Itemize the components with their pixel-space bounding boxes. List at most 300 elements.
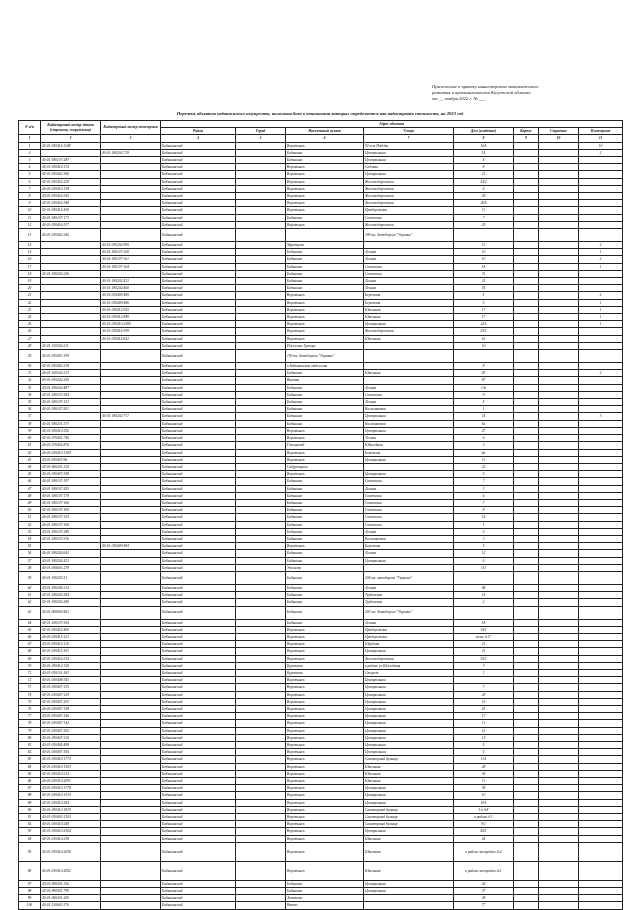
house-cell: 29: [454, 221, 514, 228]
settlement-cell: Воротынск: [286, 691, 364, 698]
cadastral-number-building: 40:01:030415:400: [41, 626, 101, 633]
table-row: [19, 655, 623, 662]
house-cell: 24/2: [454, 178, 514, 185]
street-cell: Лесная: [364, 435, 454, 442]
stroenie-cell: [539, 756, 579, 763]
cadastral-number-building: 40:01:000000:461: [41, 606, 101, 619]
cadastral-number-building: 40:01:090501:326: [41, 880, 101, 887]
cadastral-number-building: 40:01:070402:876: [41, 442, 101, 449]
cadastral-number-building: 40:01:030407:158: [41, 706, 101, 713]
stroenie-cell: [539, 706, 579, 713]
rayon-cell: Бабынинский: [161, 485, 236, 492]
pomeshchenie-cell: [579, 828, 623, 835]
pomeshchenie-cell: [579, 799, 623, 806]
gorod-cell: [236, 599, 286, 606]
rayon-cell: Бабынинский: [161, 842, 236, 861]
rayon-cell: Бабынинский: [161, 669, 236, 676]
korpus-cell: [514, 413, 539, 420]
korpus-cell: [514, 799, 539, 806]
table-row: [19, 684, 623, 691]
korpus-cell: [514, 370, 539, 377]
cadastral-number-building: 40:01:060201:260: [41, 895, 101, 902]
settlement-cell: Бабынино: [286, 399, 364, 406]
rayon-cell: Бабынинский: [161, 492, 236, 499]
pomeshchenie-cell: [579, 778, 623, 785]
pomeshchenie-cell: [579, 514, 623, 521]
table-row: [19, 528, 623, 535]
table-row: [19, 763, 623, 770]
street-cell: Космонавтов: [364, 420, 454, 427]
column-number: 4: [161, 135, 236, 142]
settlement-cell: [286, 229, 364, 242]
cadastral-number-room: [101, 164, 161, 171]
cadastral-number-room: [101, 528, 161, 535]
street-cell: Железнодорожная: [364, 185, 454, 192]
korpus-cell: [514, 178, 539, 185]
row-number: 27: [19, 335, 41, 342]
pomeshchenie-cell: [579, 584, 623, 591]
table-row: [19, 242, 623, 249]
table-row: [19, 256, 623, 263]
col-header-np: Населенный пункт: [286, 128, 364, 135]
settlement-cell: Бабынино: [286, 606, 364, 619]
pomeshchenie-cell: [579, 821, 623, 828]
gorod-cell: [236, 528, 286, 535]
stroenie-cell: [539, 584, 579, 591]
pomeshchenie-cell: [579, 655, 623, 662]
gorod-cell: [236, 463, 286, 470]
stroenie-cell: [539, 471, 579, 478]
street-cell: Ленина: [364, 256, 454, 263]
cadastral-number-room: [101, 895, 161, 902]
stroenie-cell: [539, 592, 579, 599]
table-row: [19, 770, 623, 777]
settlement-cell: Бабынино: [286, 149, 364, 156]
pomeshchenie-cell: 2: [579, 149, 623, 156]
street-cell: Трубенская: [364, 599, 454, 606]
table-row: [19, 785, 623, 792]
settlement-cell: Антоново: [286, 895, 364, 902]
korpus-cell: [514, 156, 539, 163]
stroenie-cell: [539, 763, 579, 770]
settlement-cell: Бабынино: [286, 156, 364, 163]
pomeshchenie-cell: [579, 221, 623, 228]
house-cell: 5: [454, 292, 514, 299]
street-cell: Ленина: [364, 485, 454, 492]
stroenie-cell: [539, 399, 579, 406]
house-cell: 17: [454, 306, 514, 313]
stroenie-cell: [539, 655, 579, 662]
cadastral-number-room: 40:01:180202:460: [101, 285, 161, 292]
settlement-cell: Бабынино: [286, 599, 364, 606]
stroenie-cell: [539, 648, 579, 655]
house-cell: 55: [454, 285, 514, 292]
settlement-cell: Воротынск: [286, 763, 364, 770]
house-cell: в районе д.1: [454, 814, 514, 821]
street-cell: Железнодорожная: [364, 178, 454, 185]
cadastral-number-building: 40:01:030410:1775: [41, 756, 101, 763]
cadastral-number-room: [101, 626, 161, 633]
street-cell: Школьная: [364, 842, 454, 861]
table-row: [19, 149, 623, 156]
pomeshchenie-cell: 2: [579, 242, 623, 249]
house-cell: 41: [454, 706, 514, 713]
row-number: 88: [19, 792, 41, 799]
rayon-cell: Бабынинский: [161, 713, 236, 720]
stroenie-cell: [539, 619, 579, 626]
column-number: 9: [514, 135, 539, 142]
row-number: 19: [19, 278, 41, 285]
row-number: 18: [19, 270, 41, 277]
cadastral-number-room: [101, 734, 161, 741]
house-cell: 28: [454, 763, 514, 770]
street-cell: Центральная: [364, 427, 454, 434]
row-number: 17: [19, 263, 41, 270]
row-number: 75: [19, 698, 41, 705]
gorod-cell: [236, 370, 286, 377]
korpus-cell: [514, 835, 539, 842]
table-row: [19, 734, 623, 741]
cadastral-number-building: 40:01:030101:363: [41, 669, 101, 676]
street-cell: Санаторный бульвар: [364, 806, 454, 813]
street-cell: Космонавтов: [364, 535, 454, 542]
cadastral-number-building: 40:01:180204:312: [41, 584, 101, 591]
rayon-cell: Бабынинский: [161, 584, 236, 591]
house-cell: 16А: [454, 142, 514, 149]
pomeshchenie-cell: [579, 435, 623, 442]
rayon-cell: Бабынинский: [161, 633, 236, 640]
table-row: [19, 521, 623, 528]
cadastral-number-room: [101, 756, 161, 763]
cadastral-number-room: [101, 550, 161, 557]
cadastral-number-building: 40:01:030408:343: [41, 677, 101, 684]
table-row: [19, 806, 623, 813]
house-cell: 14: [454, 592, 514, 599]
stroenie-cell: [539, 142, 579, 149]
cadastral-number-building: 40:01:030403:199: [41, 350, 101, 363]
house-cell: 13: [454, 456, 514, 463]
row-number: 96: [19, 861, 41, 880]
table-row: [19, 880, 623, 887]
street-cell: [364, 342, 454, 349]
cadastral-number-room: [101, 384, 161, 391]
korpus-cell: [514, 221, 539, 228]
cadastral-number-building: 40:01:030412:320: [41, 662, 101, 669]
stroenie-cell: [539, 698, 579, 705]
house-cell: [454, 229, 514, 242]
row-number: 58: [19, 564, 41, 571]
pomeshchenie-cell: [579, 888, 623, 895]
cadastral-number-building: 40:01:180202:236: [41, 270, 101, 277]
settlement-cell: Воротынск: [286, 770, 364, 777]
settlement-cell: Воротынск: [286, 756, 364, 763]
table-row: [19, 861, 623, 880]
settlement-cell: Воротынск: [286, 164, 364, 171]
col-header-dom: Дом (владение): [454, 128, 514, 135]
stroenie-cell: [539, 328, 579, 335]
gorod-cell: [236, 785, 286, 792]
settlement-cell: Бабынино: [286, 888, 364, 895]
korpus-cell: [514, 485, 539, 492]
cadastral-number-room: [101, 648, 161, 655]
table-row: [19, 370, 623, 377]
table-row: [19, 550, 623, 557]
stroenie-cell: [539, 535, 579, 542]
settlement-cell: Поселение Хутора: [286, 342, 364, 349]
pomeshchenie-cell: [579, 427, 623, 434]
rayon-cell: Бабынинский: [161, 463, 236, 470]
column-number: 6: [286, 135, 364, 142]
street-cell: Ленина: [364, 528, 454, 535]
cadastral-number-building: 40:01:030416:215: [41, 655, 101, 662]
row-number: 71: [19, 669, 41, 676]
row-number: 8: [19, 193, 41, 200]
row-number: 57: [19, 557, 41, 564]
rayon-cell: Бабынинский: [161, 749, 236, 756]
house-cell: 21: [454, 641, 514, 648]
korpus-cell: [514, 492, 539, 499]
house-cell: 87: [454, 377, 514, 384]
row-number: 15: [19, 249, 41, 256]
settlement-cell: Бабынино: [286, 391, 364, 398]
settlement-cell: Воротынск: [286, 677, 364, 684]
rayon-cell: Бабынинский: [161, 442, 236, 449]
rayon-cell: Бабынинский: [161, 263, 236, 270]
house-cell: 43: [454, 370, 514, 377]
row-number: 16: [19, 256, 41, 263]
korpus-cell: [514, 543, 539, 550]
row-number: 74: [19, 691, 41, 698]
row-number: 26: [19, 328, 41, 335]
korpus-cell: [514, 449, 539, 456]
cadastral-number-building: 40:01:180107:284: [41, 391, 101, 398]
cadastral-number-building: 40:01:030410:2058: [41, 842, 101, 861]
settlement-cell: Бабынино: [286, 521, 364, 528]
gorod-cell: [236, 669, 286, 676]
gorod-cell: [236, 792, 286, 799]
gorod-cell: [236, 171, 286, 178]
street-cell: 189 км. Автодороги "Украина": [364, 229, 454, 242]
cadastral-number-building: [41, 413, 101, 420]
row-number: 31: [19, 370, 41, 377]
gorod-cell: [236, 550, 286, 557]
cadastral-number-building: 40:01:180202:280: [41, 599, 101, 606]
settlement-cell: Воротынск: [286, 543, 364, 550]
pomeshchenie-cell: [579, 749, 623, 756]
rayon-cell: Бабынинский: [161, 550, 236, 557]
gorod-cell: [236, 149, 286, 156]
cadastral-number-building: 40:01:030407:194: [41, 749, 101, 756]
cadastral-number-building: 40:01:180107:287: [41, 156, 101, 163]
settlement-cell: в Бабынинском отделении: [286, 363, 364, 370]
house-cell: 9/1: [454, 821, 514, 828]
pomeshchenie-cell: [579, 507, 623, 514]
stroenie-cell: [539, 792, 579, 799]
table-row: [19, 720, 623, 727]
gorod-cell: [236, 335, 286, 342]
cadastral-number-building: 40:01:070401:746: [41, 435, 101, 442]
stroenie-cell: [539, 335, 579, 342]
street-cell: [364, 242, 454, 249]
cadastral-number-room: [101, 749, 161, 756]
cadastral-number-building: 40:01:030416:229: [41, 178, 101, 185]
row-number: 13: [19, 229, 41, 242]
rayon-cell: Бабынинский: [161, 727, 236, 734]
rayon-cell: Бабынинский: [161, 156, 236, 163]
korpus-cell: [514, 821, 539, 828]
rayon-cell: Бабынинский: [161, 221, 236, 228]
cadastral-number-room: [101, 655, 161, 662]
settlement-cell: Бабынино: [286, 256, 364, 263]
house-cell: 8: [454, 507, 514, 514]
street-cell: Центральная: [364, 456, 454, 463]
gorod-cell: [236, 655, 286, 662]
pomeshchenie-cell: 1: [579, 306, 623, 313]
stroenie-cell: [539, 662, 579, 669]
stroenie-cell: [539, 363, 579, 370]
stroenie-cell: [539, 200, 579, 207]
korpus-cell: [514, 677, 539, 684]
street-cell: Придорожная: [364, 626, 454, 633]
pomeshchenie-cell: [579, 449, 623, 456]
korpus-cell: [514, 406, 539, 413]
row-number: 67: [19, 641, 41, 648]
cadastral-number-building: 40:01:030414:1108: [41, 142, 101, 149]
korpus-cell: [514, 828, 539, 835]
house-cell: 13: [454, 207, 514, 214]
cadastral-number-room: [101, 641, 161, 648]
rayon-cell: Бабынинский: [161, 413, 236, 420]
house-cell: 10: [454, 256, 514, 263]
settlement-cell: Воротынск: [286, 335, 364, 342]
cadastral-number-room: [101, 399, 161, 406]
gorod-cell: [236, 571, 286, 584]
korpus-cell: [514, 285, 539, 292]
settlement-cell: Воротынск: [286, 427, 364, 434]
house-cell: в районе застройки №2: [454, 842, 514, 861]
cadastral-number-room: 40:01:030416:359: [101, 328, 161, 335]
house-cell: 21: [454, 278, 514, 285]
korpus-cell: [514, 142, 539, 149]
pomeshchenie-cell: [579, 328, 623, 335]
pomeshchenie-cell: [579, 669, 623, 676]
stroenie-cell: [539, 299, 579, 306]
rayon-cell: Бабынинский: [161, 778, 236, 785]
gorod-cell: [236, 698, 286, 705]
stroenie-cell: [539, 314, 579, 321]
gorod-cell: [236, 485, 286, 492]
street-cell: Школьная: [364, 778, 454, 785]
stroenie-cell: [539, 521, 579, 528]
rayon-cell: Бабынинский: [161, 528, 236, 535]
street-cell: [364, 564, 454, 571]
house-cell: 6: [454, 492, 514, 499]
gorod-cell: [236, 321, 286, 328]
stroenie-cell: [539, 902, 579, 909]
pomeshchenie-cell: [579, 528, 623, 535]
settlement-cell: Бабынино: [286, 514, 364, 521]
rayon-cell: Бабынинский: [161, 861, 236, 880]
house-cell: 3А: [454, 263, 514, 270]
stroenie-cell: [539, 550, 579, 557]
stroenie-cell: [539, 720, 579, 727]
cadastral-number-building: 40:01:180107:304: [41, 619, 101, 626]
settlement-cell: Муромцево: [286, 242, 364, 249]
house-cell: 4: [454, 749, 514, 756]
cadastral-number-room: [101, 463, 161, 470]
rayon-cell: Бабынинский: [161, 835, 236, 842]
house-cell: 14: [454, 149, 514, 156]
row-number: 84: [19, 763, 41, 770]
korpus-cell: [514, 427, 539, 434]
cadastral-number-building: 40:01:180107:205: [41, 485, 101, 492]
korpus-cell: [514, 499, 539, 506]
cadastral-number-room: [101, 713, 161, 720]
street-cell: Советская: [364, 507, 454, 514]
cadastral-number-building: 40:01:030410:284: [41, 799, 101, 806]
table-row: [19, 214, 623, 221]
cadastral-number-building: 40:01:030407:202: [41, 727, 101, 734]
korpus-cell: [514, 185, 539, 192]
cadastral-number-room: [101, 571, 161, 584]
gorod-cell: [236, 641, 286, 648]
cadastral-number-room: [101, 229, 161, 242]
cadastral-number-room: [101, 391, 161, 398]
row-number: 93: [19, 828, 41, 835]
row-number: 9: [19, 200, 41, 207]
cadastral-number-building: 40:01:030410:1510: [41, 792, 101, 799]
row-number: 7: [19, 185, 41, 192]
cadastral-number-building: 40:01:180202:642: [41, 550, 101, 557]
street-cell: Школьная: [364, 835, 454, 842]
settlement-cell: Воротынск: [286, 321, 364, 328]
house-cell: 44/1: [454, 828, 514, 835]
col-header-ulica: Улица: [364, 128, 454, 135]
street-cell: Придорожная: [364, 633, 454, 640]
street-cell: Центральная: [364, 727, 454, 734]
row-number: 59: [19, 571, 41, 584]
korpus-cell: [514, 342, 539, 349]
row-number: 100: [19, 902, 41, 909]
gorod-cell: [236, 543, 286, 550]
rayon-cell: Бабынинский: [161, 756, 236, 763]
house-cell: 3: [454, 485, 514, 492]
korpus-cell: [514, 164, 539, 171]
korpus-cell: [514, 384, 539, 391]
settlement-cell: Бабынино: [286, 492, 364, 499]
gorod-cell: [236, 142, 286, 149]
korpus-cell: [514, 292, 539, 299]
korpus-cell: [514, 626, 539, 633]
street-cell: Советская: [364, 270, 454, 277]
cadastral-number-building: 40:01:030415:163: [41, 648, 101, 655]
cadastral-number-room: [101, 806, 161, 813]
table-row: [19, 535, 623, 542]
stroenie-cell: [539, 626, 579, 633]
settlement-cell: Бабынино: [286, 478, 364, 485]
house-cell: 12: [454, 550, 514, 557]
cadastral-number-room: [101, 742, 161, 749]
settlement-cell: Воротынск: [286, 778, 364, 785]
table-row: [19, 619, 623, 626]
col-header-n: N п/п: [19, 121, 41, 135]
gorod-cell: [236, 763, 286, 770]
korpus-cell: [514, 669, 539, 676]
cadastral-number-building: 40:01:030410:2364: [41, 828, 101, 835]
row-number: 86: [19, 778, 41, 785]
stroenie-cell: [539, 888, 579, 895]
settlement-cell: Куровская: [286, 669, 364, 676]
